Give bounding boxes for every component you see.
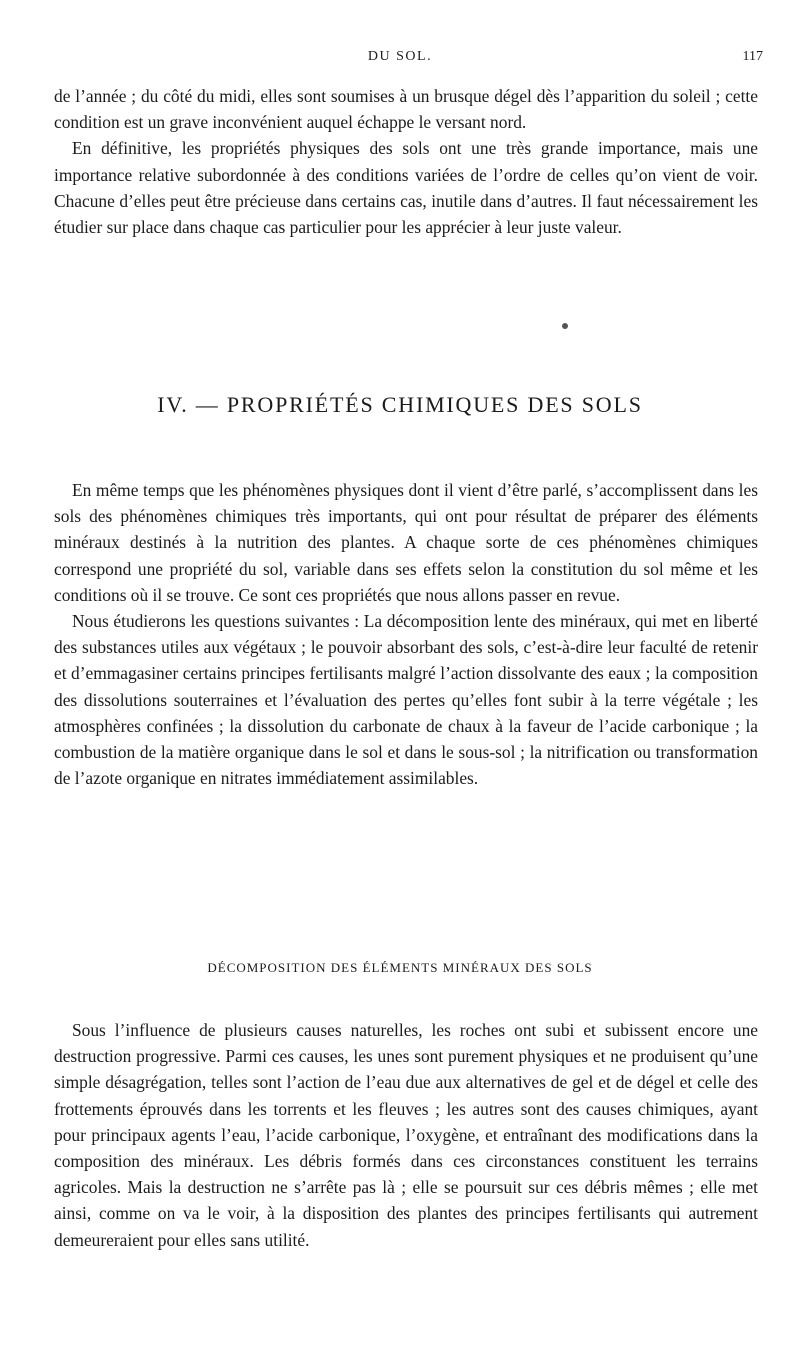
paragraph: de l’année ; du côté du midi, elles sont soumises à un brusque dégel dès l’apparition du soleil ; cette condition est un grave inconvénient auquel échappe le versant nord. (54, 86, 758, 133)
paragraph: Sous l’influence de plusieurs causes naturelles, les roches ont subi et subissent encore une destruction progressive. Parmi ces causes, les unes sont purement physiques et ne produisent qu’une simple désagrégation, telles sont l’action de l’eau due aux alternatives de gel et de dégel et celle des frottements éprouvés dans les torrents et les fleuves ; les autres sont des causes chimiques, ayant pour principaux agents l’eau, l’acide carbonique, l’oxygène, et entraînant des modifications dans la composition des minéraux. Les débris formés dans ces circonstances constituent les terrains agricoles. Mais la destruction ne s’arrête pas là ; elle se poursuit sur ces débris mêmes ; elle met ainsi, comme on va le voir, à la disposition des plantes des principes fertilisants qui autrement demeureraient pour elles sans utilité. (54, 1020, 758, 1250)
running-header (0, 47, 800, 75)
top-text-block (54, 83, 758, 240)
paragraph: En même temps que les phénomènes physiques dont il vient d’être parlé, s’accomplissent dans les sols des phénomènes chimiques très importants, qui ont pour résultat de préparer des éléments minéraux destinés à la nutrition des plantes. A chaque sorte de ces phénomènes chimiques correspond une propriété du sol, variable dans ses effets selon la constitution du sol même et les conditions où il se trouve. Ce sont ces propriétés que nous allons passer en revue. (54, 480, 758, 605)
page-number: 117 (742, 49, 763, 64)
chapter-text-block (54, 477, 758, 791)
paragraph: En définitive, les propriétés physiques des sols ont une très grande importance, mais une importance relative subordonnée à des conditions variées de l’ordre de celles qu’on vient de voir. Chacune d’elles peut être précieuse dans certains cas, inutile dans d’autres. Il faut nécessairement les étudier sur place dans chaque cas particulier pour les apprécier à leur juste valeur. (54, 138, 758, 238)
paragraph: Nous étudierons les questions suivantes : La décomposition lente des minéraux, qui met en liberté des substances utiles aux végétaux ; le pouvoir absorbant des sols, c’est-à-dire leur faculté de retenir et d’emmagasiner certains principes fertilisants malgré l’action dissolvante des eaux ; la composition des dissolutions souterraines et l’évaluation des pertes qu’elles font subir à la terre végétale ; les atmosphères confinées ; la dissolution du carbonate de chaux à la faveur de l’acide carbonique ; la combustion de la matière organique dans le sol et dans le sous-sol ; la nitrification ou transformation de l’azote organique en nitrates immédiatement assimilables. (54, 611, 758, 789)
section-text-block (54, 1017, 758, 1253)
running-title: DU SOL. (367, 49, 433, 64)
section-heading: DÉCOMPOSITION DES ÉLÉMENTS MINÉRAUX DES SOLS (207, 960, 593, 975)
divider-ornament (562, 323, 568, 329)
chapter-heading: IV. — PROPRIÉTÉS CHIMIQUES DES SOLS (157, 392, 643, 417)
